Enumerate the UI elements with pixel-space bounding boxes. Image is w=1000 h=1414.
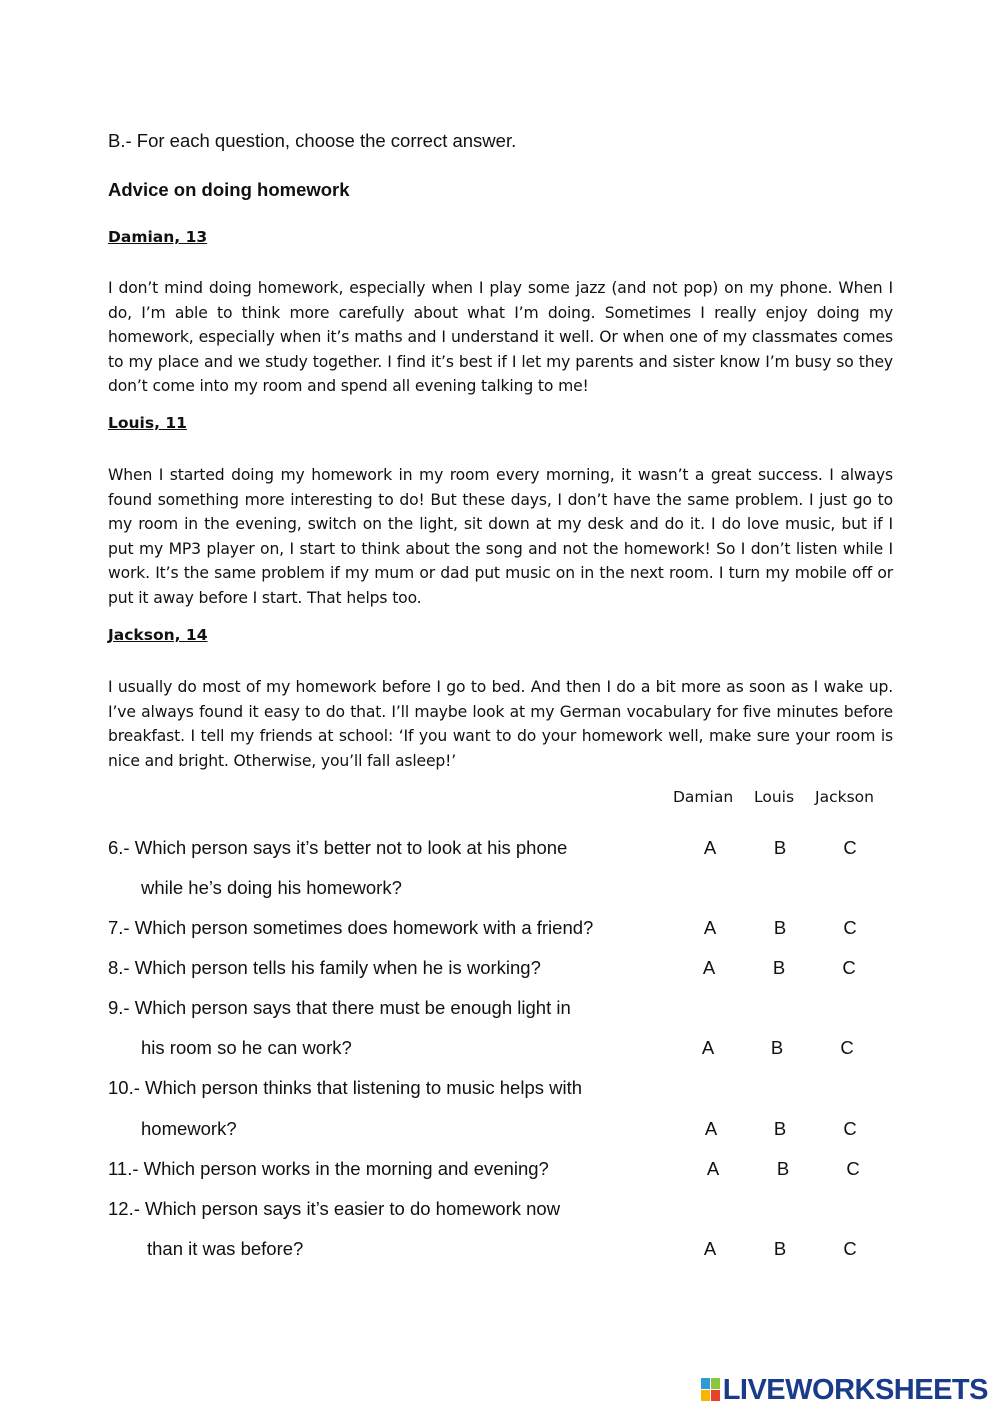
question-12-option-c[interactable]: C [843,1238,857,1259]
question-11-option-a[interactable]: A [706,1158,720,1179]
column-header-louis: Louis [754,788,795,806]
question-10-text-continued: homework? [141,1118,237,1139]
person-name-jackson: Jackson, 14 [108,626,208,644]
question-9-text: 9.- Which person says that there must be enough light in [108,997,571,1018]
question-6-option-c[interactable]: C [843,837,857,858]
question-7-option-b[interactable]: B [773,917,787,938]
question-9-text-continued: his room so he can work? [141,1037,352,1058]
question-10-option-a[interactable]: A [704,1118,718,1139]
liveworksheets-logo-icon [701,1378,721,1402]
column-header-jackson: Jackson [815,788,874,806]
question-8-option-a[interactable]: A [702,957,716,978]
question-11-option-c[interactable]: C [846,1158,860,1179]
question-8-option-b[interactable]: B [772,957,786,978]
question-7-text: 7.- Which person sometimes does homework with a friend? [108,917,594,938]
question-12-text-continued: than it was before? [147,1238,304,1259]
question-7-option-a[interactable]: A [703,917,717,938]
question-9-option-b[interactable]: B [770,1037,784,1058]
person-text-louis: When I started doing my homework in my room every morning, it wasn’t a great success. I always found something more interesting to do! But these days, I don’t have the same problem. I just go to my room in the evening, switch on the light, sit down at my desk and do it. I do love music, but if I put my MP3 player on, I start to think about the song and not the homework! So I don’t listen while I work. It’s the same problem if my mum or dad put music on in the next room. I turn my mobile off or put it away before I start. That helps too. [108,466,893,607]
question-10-text: 10.- Which person thinks that listening to music helps with [108,1077,583,1098]
question-6-text: 6.- Which person says it’s better not to look at his phone [108,837,568,858]
question-10-option-b[interactable]: B [773,1118,787,1139]
person-text-jackson: I usually do most of my homework before I go to bed. And then I do a bit more as soon as I wake up. I’ve always found it easy to do that. I’ll maybe look at my German vocabulary for five minutes before breakfast. I tell my friends at school: ‘If you want to do your homework well, make sure your room is nice and bright. Otherwise, you’ll fall asleep!’ [108,678,893,770]
person-name-louis: Louis, 11 [108,414,187,432]
question-7-option-c[interactable]: C [843,917,857,938]
person-name-damian: Damian, 13 [108,228,208,246]
liveworksheets-logo[interactable] [701,1375,988,1405]
page-title: Advice on doing homework [108,179,350,200]
question-6-option-b[interactable]: B [773,837,787,858]
question-6-option-a[interactable]: A [703,837,717,858]
question-8-text: 8.- Which person tells his family when he is working? [108,957,541,978]
question-10-option-c[interactable]: C [843,1118,857,1139]
question-12-text: 12.- Which person says it’s easier to do homework now [108,1198,561,1219]
liveworksheets-logo-text: LIVEWORKSHEETS [722,1374,988,1406]
question-12-option-a[interactable]: A [703,1238,717,1259]
question-11-option-b[interactable]: B [776,1158,790,1179]
question-11-text: 11.- Which person works in the morning and evening? [108,1158,549,1179]
question-9-option-c[interactable]: C [840,1037,854,1058]
person-text-damian: I don’t mind doing homework, especially when I play some jazz (and not pop) on my phone. When I do, I’m able to think more carefully about what I’m doing. Sometimes I really enjoy doing my homework, especially when it’s maths and I understand it well. Or when one of my classmates comes to my place and we study together. I find it’s best if I let my parents and sister know I’m busy so they don’t come into my room and spend all evening talking to me! [108,279,893,396]
question-12-option-b[interactable]: B [773,1238,787,1259]
question-6-text-continued: while he’s doing his homework? [141,877,402,898]
question-8-option-c[interactable]: C [842,957,856,978]
column-header-damian: Damian [673,788,734,806]
question-9-option-a[interactable]: A [701,1037,715,1058]
instruction: B.- For each question, choose the correct answer. [108,130,517,151]
